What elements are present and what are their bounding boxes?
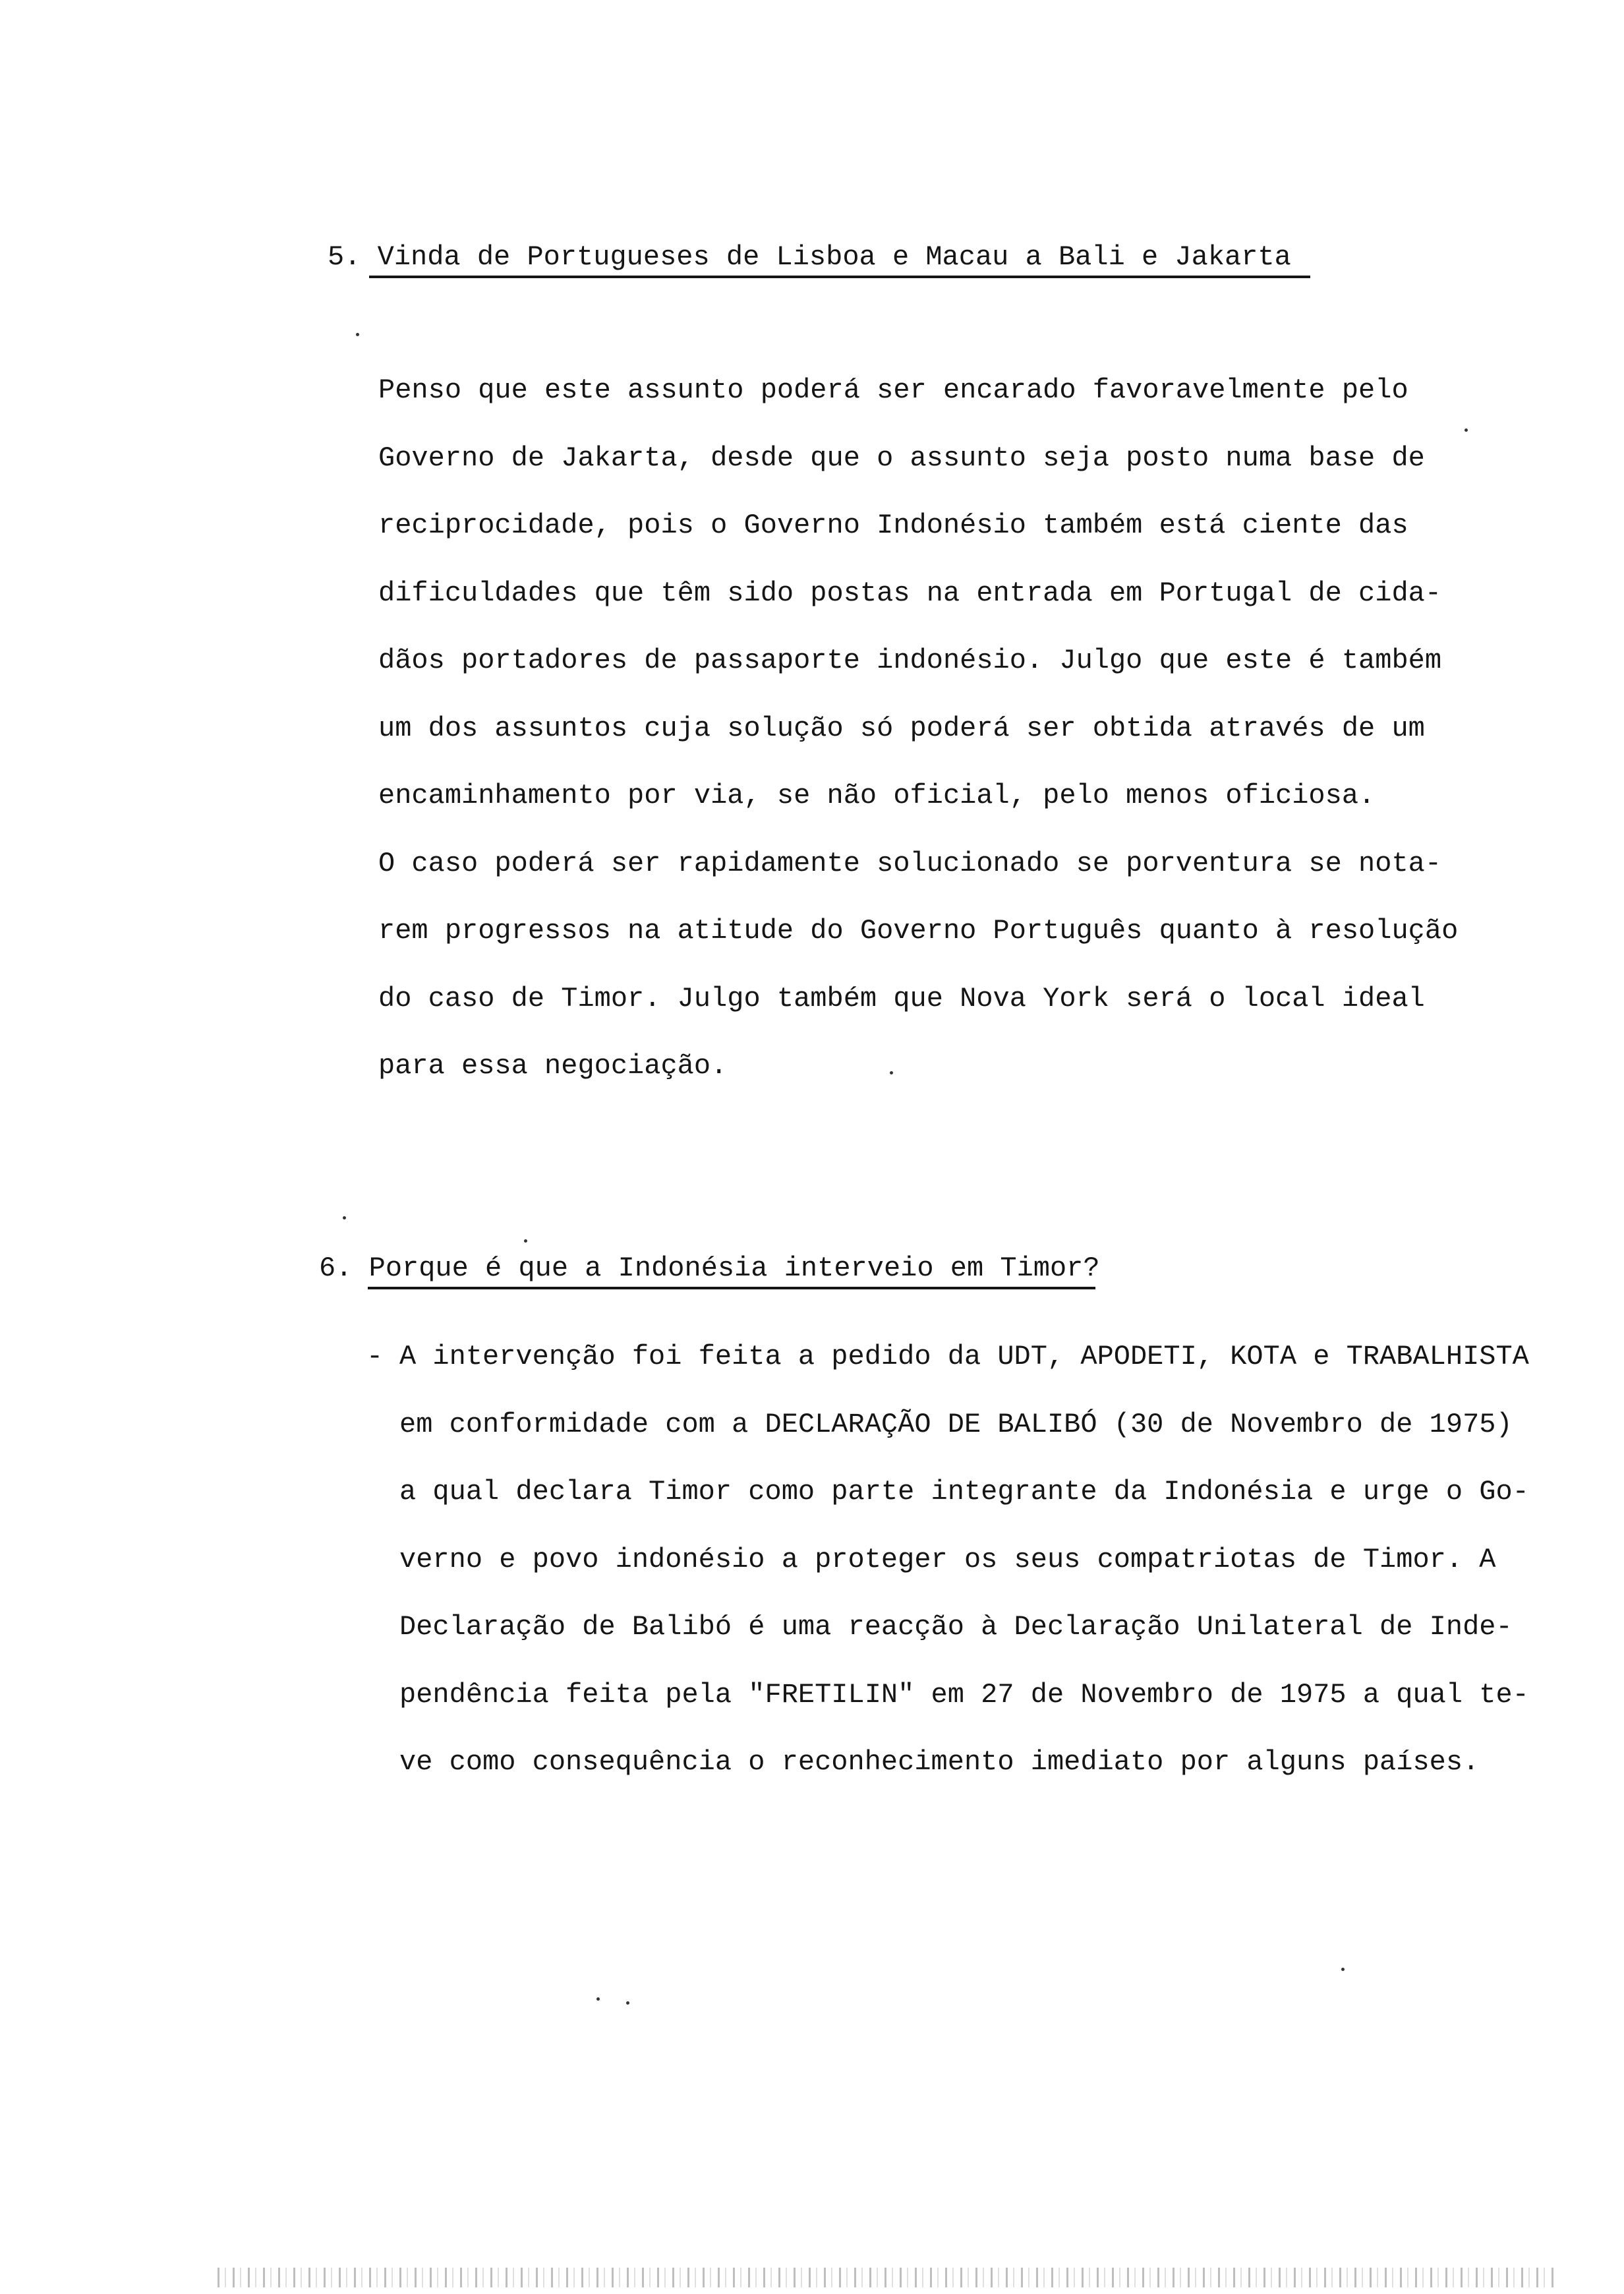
text-line: encaminhamento por via, se não oficial, pelo menos oficiosa. — [378, 780, 1376, 811]
text-line: ve como consequência o reconhecimento imediato por alguns países. — [399, 1746, 1480, 1778]
text-line: verno e povo indonésio a proteger os seus compatriotas de Timor. A — [399, 1543, 1496, 1575]
text-line: A intervenção foi feita a pedido da UDT, APODETI, KOTA e TRABALHISTA — [399, 1341, 1529, 1372]
text-line: rem progressos na atitude do Governo Português quanto à resolução — [378, 915, 1459, 947]
scan-noise-strip — [218, 2268, 1555, 2287]
bullet-dash: - — [366, 1341, 384, 1372]
text-line: pendência feita pela "FRETILIN" em 27 de Novembro de 1975 a qual te- — [399, 1678, 1529, 1711]
text-line: dificuldades que têm sido postas na entrada em Portugal de cida- — [378, 577, 1442, 609]
scan-speck — [626, 2001, 629, 2005]
text-line: um dos assuntos cuja solução só poderá ser obtida através de um — [378, 712, 1425, 744]
text-line: Declaração de Balibó é uma reacção à Declaração Unilateral de Inde- — [399, 1611, 1513, 1643]
text-line: para essa negociação. — [378, 1050, 728, 1082]
section-5-heading: 5. Vinda de Portugueses de Lisboa e Macau a Bali e Jakarta — [328, 241, 1291, 273]
text-line: a qual declara Timor como parte integrante da Indonésia e urge o Go- — [399, 1476, 1529, 1508]
text-line: dãos portadores de passaporte indonésio. Julgo que este é também — [378, 645, 1442, 676]
text-line: reciprocidade, pois o Governo Indonésio também está ciente das — [378, 510, 1408, 541]
section-6-heading-underline — [368, 1287, 1095, 1289]
scan-speck — [890, 1071, 893, 1074]
text-line: do caso de Timor. Julgo também que Nova York será o local ideal — [378, 982, 1425, 1015]
scan-speck — [596, 1997, 600, 2001]
scan-speck — [1341, 1968, 1345, 1971]
text-line: O caso poderá ser rapidamente solucionado se porventura se nota- — [378, 847, 1442, 879]
section-6-heading: 6. Porque é que a Indonésia interveio em Timor? — [319, 1252, 1100, 1284]
text-line: Governo de Jakarta, desde que o assunto seja posto numa base de — [378, 442, 1425, 474]
scan-speck — [356, 333, 359, 336]
scan-speck — [343, 1216, 346, 1220]
scan-speck — [1464, 428, 1468, 432]
text-line: em conformidade com a DECLARAÇÃO DE BALIBÓ (30 de Novembro de 1975) — [399, 1408, 1513, 1440]
text-line: Penso que este assunto poderá ser encarado favoravelmente pelo — [378, 374, 1408, 406]
section-5-heading-underline — [369, 276, 1310, 278]
scan-speck — [524, 1239, 527, 1243]
